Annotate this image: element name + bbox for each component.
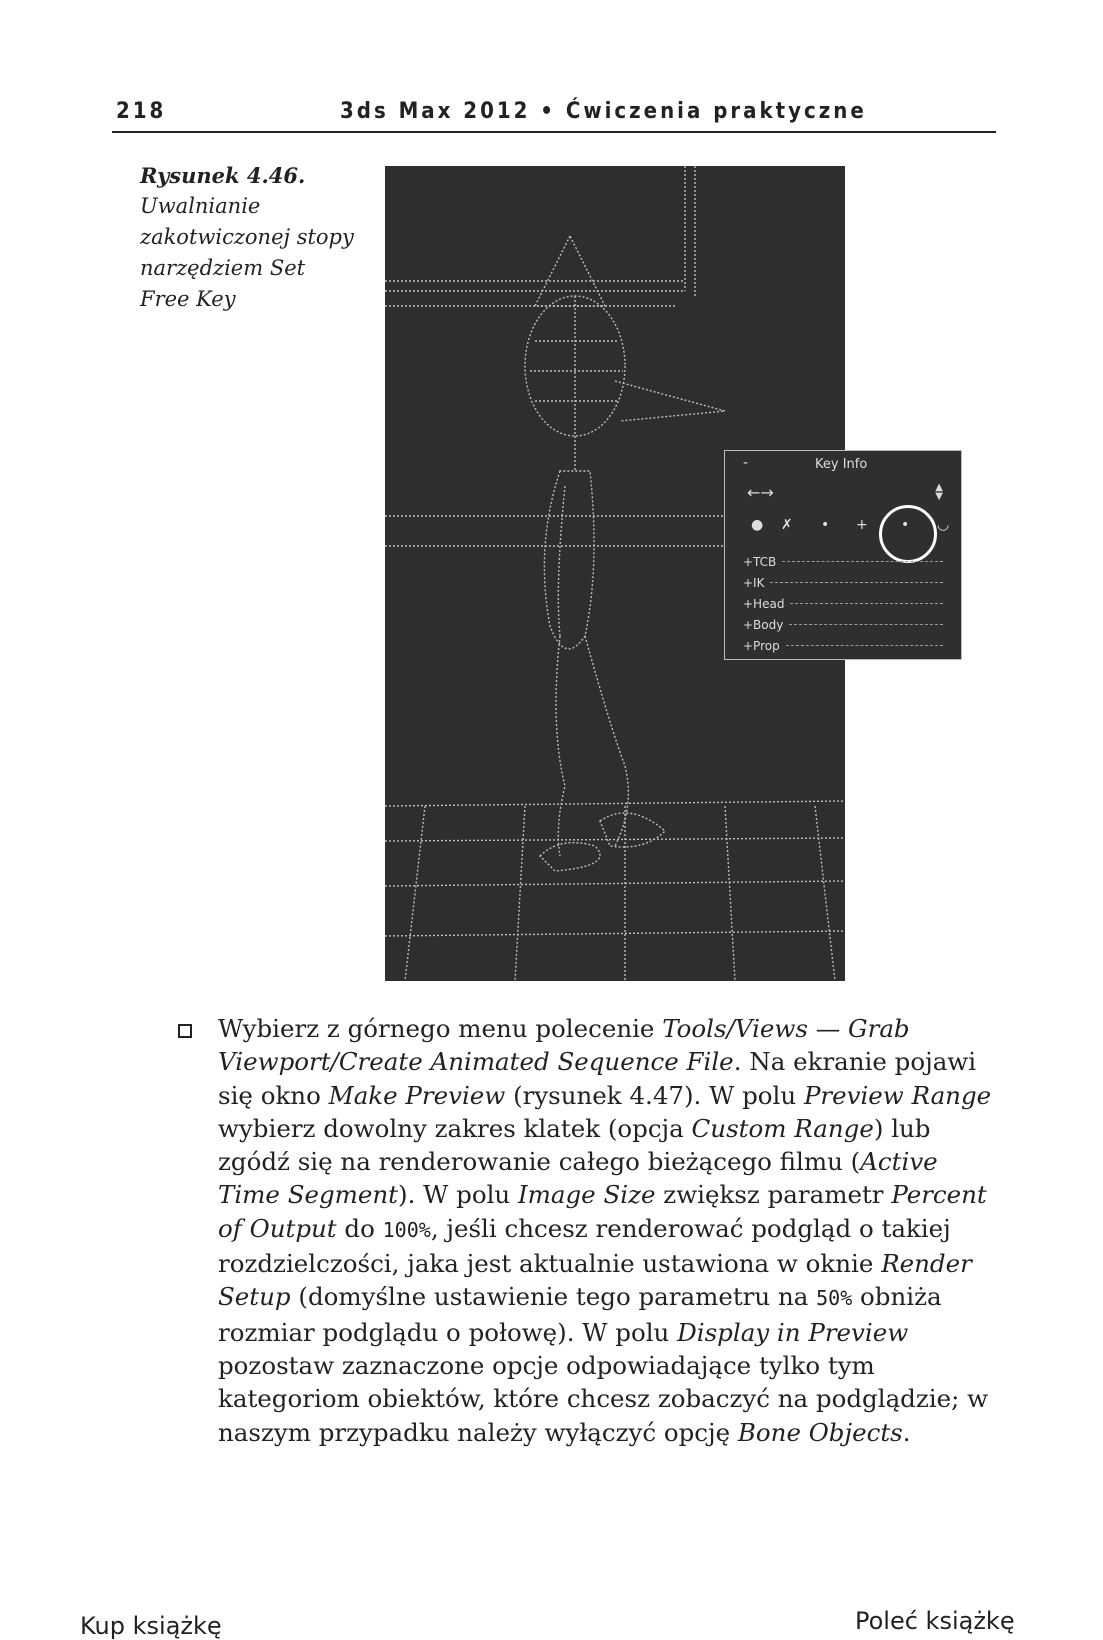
prev-next-key-arrows-icon[interactable]: ←→: [747, 483, 774, 502]
buy-book-link[interactable]: Kup książkę: [80, 1612, 222, 1640]
spinner-up-icon[interactable]: ▲: [935, 482, 943, 493]
checkbox-bullet-icon: [178, 1024, 192, 1038]
trajectory-icon[interactable]: +: [856, 517, 868, 533]
page-number: 218: [116, 99, 167, 124]
set-free-key-icon[interactable]: •: [901, 517, 910, 533]
key-info-rows: [743, 551, 943, 656]
instruction-paragraph: Wybierz z górnego menu polecenie Tools/Views — Grab Viewport/Create Animated Sequence File. Na ekranie pojawi się okno Make Preview (rysunek 4.47). W polu Preview Range wybierz dowolny zakres klatek (opcja Custom Range) lub zgódź się na renderowanie całego bieżącego filmu (Active Time Segment). W polu Image Size zwiększ parametr Percent of Output do 100%, jeśli chcesz renderować podgląd o takiej rozdzielczości, jaka jest aktualnie ustawiona w oknie Render Setup (domyślne ustawienie tego parametru na 50% obniża rozmiar podglądu o połowę). W polu Display in Preview pozostaw zaznaczone opcje odpowiadające tylko tym kategoriom obiektów, które chcesz zobaczyć na podglądzie; w naszym przypadku należy wyłączyć opcję Bone Objects.: [218, 1014, 992, 1447]
set-key-icon[interactable]: ●: [751, 517, 764, 533]
running-title: 3ds Max 2012 • Ćwiczenia praktyczne: [340, 99, 867, 124]
figure-label: Rysunek 4.46.: [140, 163, 306, 188]
key-tool-icons: [751, 511, 951, 547]
set-sliding-key-icon[interactable]: •: [821, 517, 830, 533]
key-info-rollout: [724, 450, 962, 660]
rollout-row-prop[interactable]: +Prop: [743, 635, 943, 656]
curve-icon[interactable]: ◡: [937, 517, 950, 533]
page-header: [112, 95, 996, 133]
recommend-book-link[interactable]: Poleć książkę: [855, 1607, 1015, 1635]
figure-caption: [140, 160, 360, 315]
rollout-row-head[interactable]: +Head: [743, 593, 943, 614]
key-spinner[interactable]: [935, 483, 943, 501]
figure-caption-text: Uwalnianie zakotwiczonej stopy narzędziem Set Free Key: [140, 194, 354, 311]
set-planted-key-icon[interactable]: ✗: [781, 517, 793, 533]
rollout-title: Key Info: [815, 457, 868, 472]
rollout-row-body[interactable]: +Body: [743, 614, 943, 635]
rollout-row-tcb[interactable]: +TCB: [743, 551, 943, 572]
rollout-collapse-button[interactable]: -: [743, 455, 749, 471]
spinner-down-icon[interactable]: ▼: [935, 491, 943, 502]
rollout-row-ik[interactable]: +IK: [743, 572, 943, 593]
